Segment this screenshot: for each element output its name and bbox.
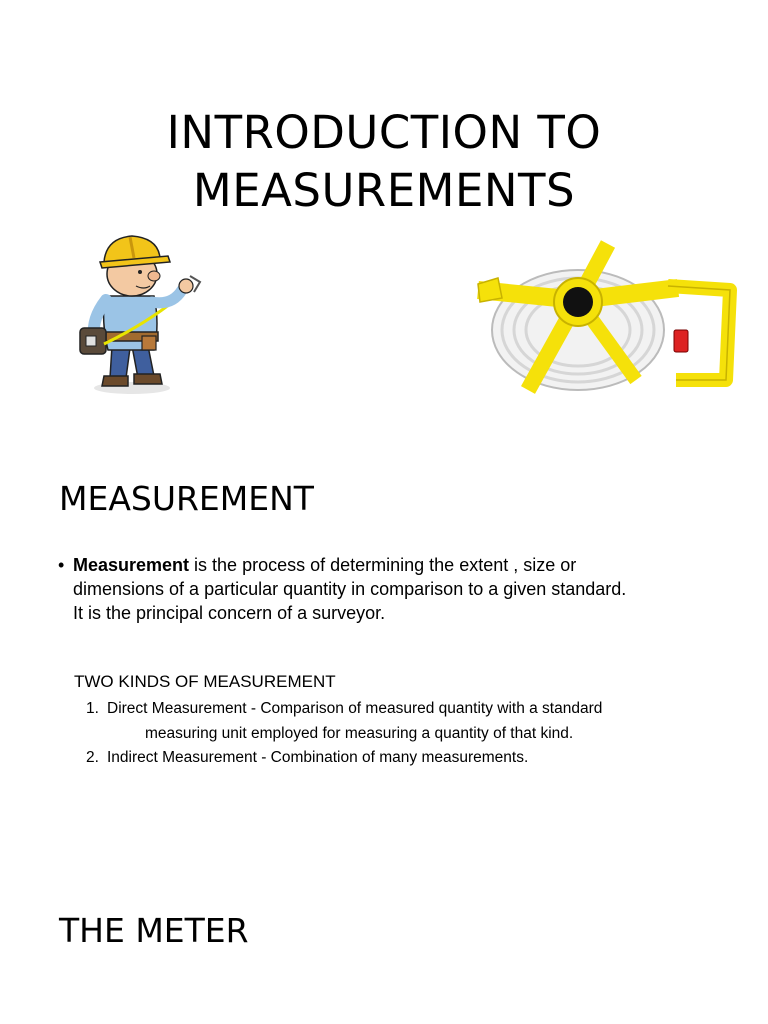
- title-line-2: MEASUREMENTS: [192, 164, 576, 217]
- list-number: 1.: [86, 700, 99, 717]
- worker-measuring-cartoon: [74, 228, 224, 400]
- definition-term: Measurement: [73, 555, 190, 575]
- section-heading-measurement: MEASUREMENT: [59, 479, 314, 518]
- kinds-heading: TWO KINDS OF MEASUREMENT: [74, 672, 336, 691]
- tape-measure-reel-image: [468, 230, 738, 420]
- bullet-point: •: [58, 555, 65, 575]
- list-item-line-1: Direct Measurement - Comparison of measured quantity with a standard: [107, 700, 603, 717]
- definition-line-1: Measurement is the process of determining the extent , size or: [73, 555, 577, 575]
- list-number: 2.: [86, 749, 99, 766]
- list-item: [86, 697, 696, 746]
- section-heading-meter: THE METER: [59, 911, 249, 950]
- measurement-definition: [58, 553, 718, 625]
- title-line-1: INTRODUCTION TO: [166, 106, 602, 159]
- list-item-line-1: Indirect Measurement - Combination of many measurements.: [107, 749, 529, 766]
- definition-line-3: It is the principal concern of a surveyor.: [73, 603, 386, 623]
- list-item: [86, 746, 696, 771]
- slide-title: [0, 104, 768, 220]
- kinds-list: [86, 697, 696, 771]
- definition-line-2: dimensions of a particular quantity in comparison to a given standard.: [73, 579, 627, 599]
- list-item-line-2: measuring unit employed for measuring a quantity of that kind.: [145, 724, 574, 742]
